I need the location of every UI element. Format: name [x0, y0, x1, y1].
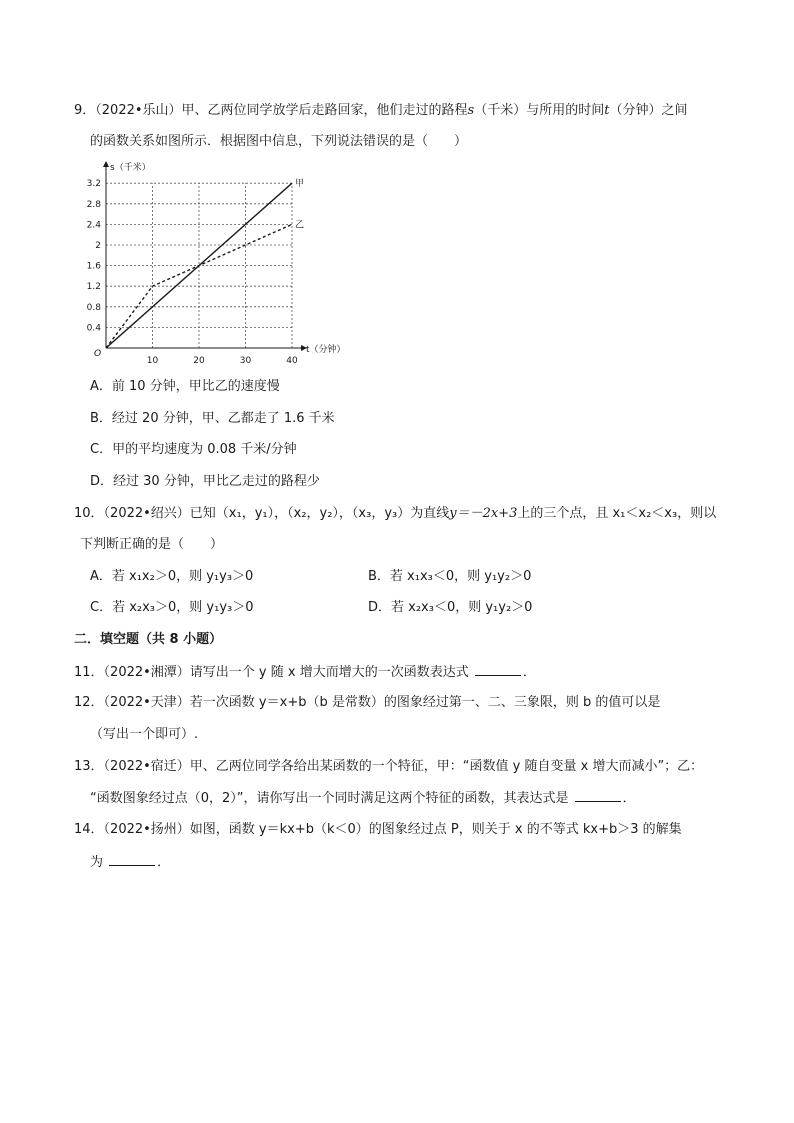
- series-label-0: 甲: [295, 179, 305, 190]
- y-tick-label: 2.8: [86, 199, 101, 210]
- q10-option-c: C．若 x₂x₃＞0，则 y₁y₃＞0: [90, 600, 254, 615]
- q9-var-t: t: [604, 103, 610, 118]
- q9-var-s: s: [467, 103, 475, 118]
- q9-text-c: （分钟）之间: [609, 103, 688, 118]
- x-tick-label: 10: [146, 356, 159, 366]
- y-tick-label: 2.4: [86, 220, 101, 231]
- q9-text-b: （千米）与所用的时间: [474, 103, 605, 118]
- q11-line: [74, 662, 536, 683]
- q10-option-a: A．若 x₁x₂＞0，则 y₁y₃＞0: [90, 569, 254, 584]
- q14-text: 为: [90, 855, 104, 870]
- y-tick-label: 0.8: [86, 302, 101, 313]
- q9-option-c: C．甲的平均速度为 0.08 千米/分钟: [90, 442, 297, 457]
- y-axis-label: s（千米）: [110, 163, 151, 173]
- q9-option-a: A．前 10 分钟，甲比乙的速度慢: [90, 379, 280, 394]
- q14-line-2: [90, 852, 170, 873]
- y-tick-label: 2: [95, 241, 101, 251]
- q9-chart: [84, 158, 364, 368]
- q11-text: 11．（2022•湘潭）请写出一个 y 随 x 增大而增大的一次函数表达式: [74, 665, 469, 680]
- x-tick-label: 40: [286, 356, 298, 366]
- q10-option-b: B．若 x₁x₃＜0，则 y₁y₂＞0: [368, 569, 532, 584]
- origin-label: O: [94, 349, 102, 359]
- q9-text-a: 9．（2022•乐山）甲、乙两位同学放学后走路回家，他们走过的路程: [74, 103, 468, 118]
- q10-option-d: D．若 x₂x₃＜0，则 y₁y₂＞0: [368, 600, 533, 615]
- q13-answer-blank[interactable]: [575, 788, 621, 802]
- q11-answer-blank[interactable]: [475, 662, 521, 676]
- q10-line-2: 下判断正确的是（ ）: [80, 537, 224, 552]
- q14-answer-blank[interactable]: [109, 852, 155, 866]
- q14-end: ．: [157, 855, 171, 870]
- q13-line-2: [90, 788, 636, 809]
- y-tick-label: 1.2: [86, 282, 101, 293]
- q10-text-b: 上的三个点，且 x₁＜x₂＜x₃，则以: [517, 506, 717, 521]
- q11-end: ．: [522, 665, 536, 680]
- x-tick-label: 20: [193, 356, 205, 366]
- q12-line-1: 12．（2022•天津）若一次函数 y＝x+b（b 是常数）的图象经过第一、二、三象限，则 b 的值可以是: [74, 695, 661, 710]
- q14-line-1: 14．（2022•扬州）如图，函数 y＝kx+b（k＜0）的图象经过点 P，则关于 x 的不等式 kx+b＞3 的解集: [74, 822, 682, 837]
- x-axis-label: t（分钟）: [306, 345, 346, 355]
- q10-line-1: [74, 504, 716, 524]
- y-tick-label: 1.6: [86, 261, 101, 272]
- y-tick-label: 0.4: [86, 323, 101, 334]
- q10-text-a: 10．（2022•绍兴）已知（x₁，y₁），（x₂，y₂），（x₃，y₃）为直线: [74, 506, 450, 521]
- y-tick-label: 3.2: [86, 179, 101, 190]
- section-fill-in-blank-title: 二．填空题（共 8 小题）: [74, 632, 223, 647]
- q9-option-d: D．经过 30 分钟，甲比乙走过的路程少: [90, 474, 320, 489]
- q13-end: ．: [622, 791, 636, 806]
- chart-labels: [87, 161, 346, 366]
- q13-text: “函数图象经过点（0，2）”，请你写出一个同时满足这两个特征的函数，其表达式是: [90, 791, 569, 806]
- series-label-1: 乙: [295, 220, 305, 231]
- x-tick-label: 30: [239, 356, 252, 366]
- q9-line-2: 的函数关系如图所示．根据图中信息，下列说法错误的是（ ）: [90, 134, 468, 149]
- q9-option-b: B．经过 20 分钟，甲、乙都走了 1.6 千米: [90, 411, 335, 426]
- q13-line-1: 13．（2022•宿迁）甲、乙两位同学各给出某函数的一个特征，甲：“函数值 y 随自变量 x 增大而减小”；乙：: [74, 759, 704, 774]
- q12-line-2: （写出一个即可）.: [90, 727, 199, 742]
- chart-axes: [106, 162, 306, 348]
- q9-line-1: [74, 101, 687, 121]
- q10-equation: y＝－2x+3: [449, 506, 518, 521]
